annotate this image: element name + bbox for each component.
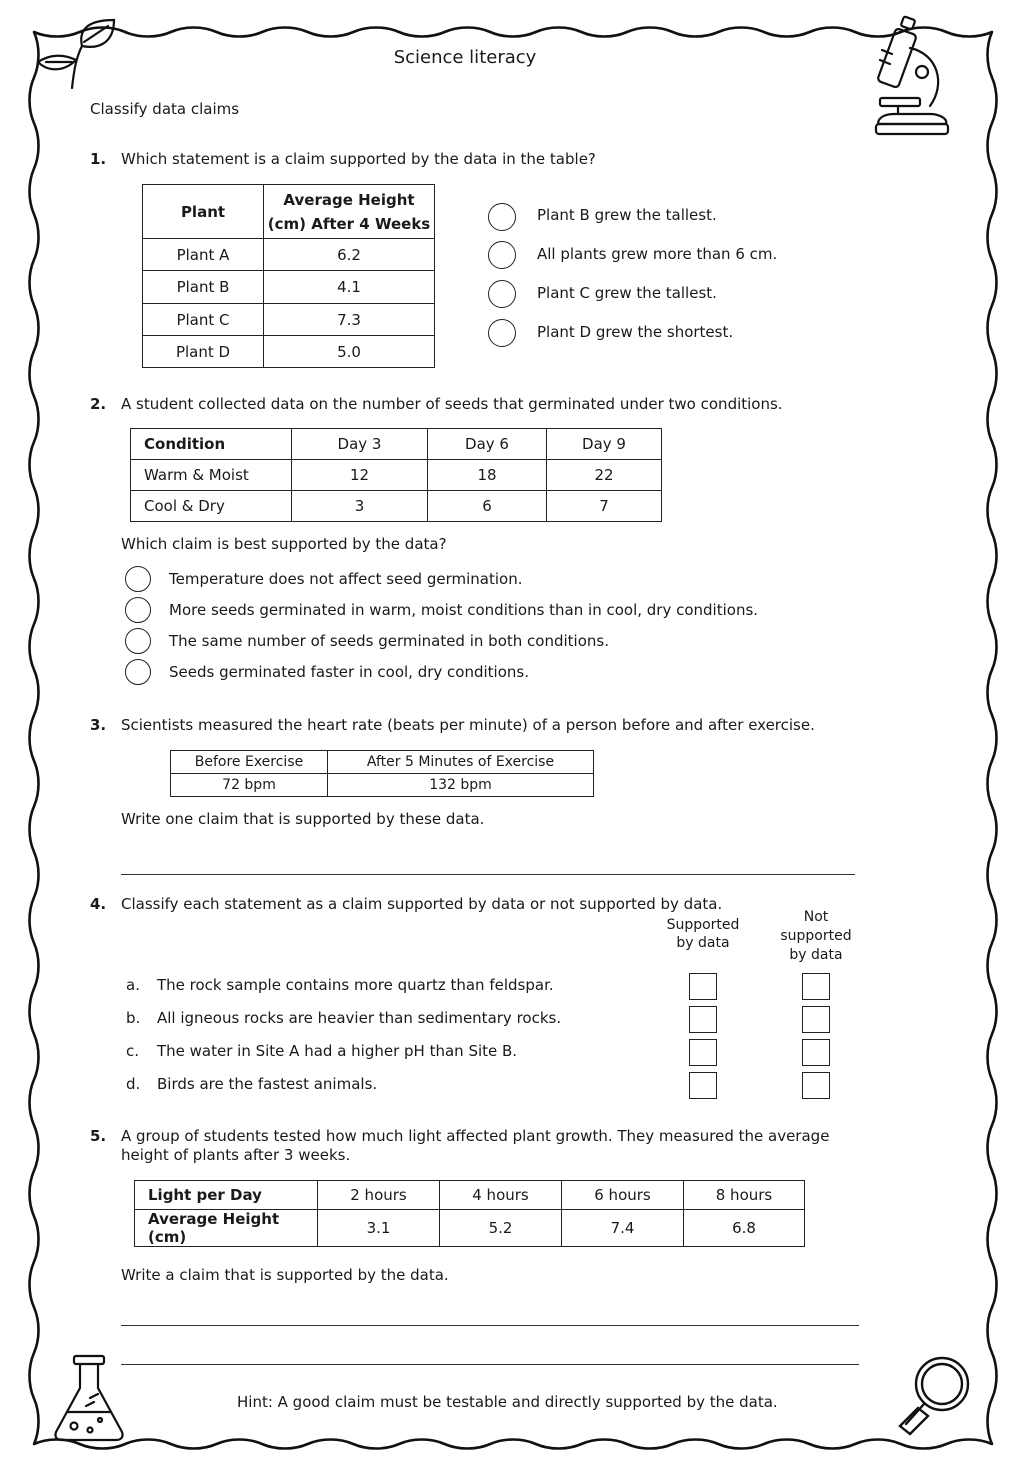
table-row [143, 304, 435, 336]
table-cell: 132 bpm [328, 774, 594, 797]
item-c-supported-checkbox[interactable] [689, 1039, 717, 1066]
table-row [131, 491, 662, 522]
item-letter-d: d. [126, 1075, 141, 1093]
q1-option-c-radio[interactable] [488, 280, 516, 308]
table-cell: 5.2 [440, 1210, 562, 1247]
col2-line-1: Not [803, 909, 829, 925]
table-cell: Warm & Moist [131, 460, 292, 491]
table-row [171, 774, 594, 797]
q3-answer-line[interactable] [121, 874, 855, 875]
q1-option-c-label: Plant C grew the tallest. [537, 284, 717, 302]
table-cell: Plant C [143, 304, 264, 336]
table-header-average-height: Average Height (cm) [135, 1210, 318, 1247]
table-cell: 6 hours [562, 1181, 684, 1210]
item-letter-c: c. [126, 1042, 140, 1060]
q1-option-d-radio[interactable] [488, 319, 516, 347]
item-b-supported-checkbox[interactable] [689, 1006, 717, 1033]
item-d-not-supported-checkbox[interactable] [802, 1072, 830, 1099]
page-title: Science literacy [393, 47, 537, 68]
table-header-before: Before Exercise [171, 751, 328, 774]
question-2-subprompt: Which claim is best supported by the data? [121, 535, 447, 553]
item-letter-a: a. [126, 976, 140, 994]
q1-option-a-radio[interactable] [488, 203, 516, 231]
question-3-prompt: Scientists measured the heart rate (beats per minute) of a person before and after exercise. [121, 716, 815, 734]
q5-answer-line-1[interactable] [121, 1325, 859, 1326]
q5-answer-line-2[interactable] [121, 1364, 859, 1365]
question-4-prompt: Classify each statement as a claim supported by data or not supported by data. [121, 895, 723, 913]
q1-option-a-label: Plant B grew the tallest. [537, 206, 717, 224]
plant-height-table [142, 184, 435, 368]
table-cell: 72 bpm [171, 774, 328, 797]
question-number-5: 5. [90, 1127, 107, 1145]
table-row [131, 429, 662, 460]
table-cell: 7.4 [562, 1210, 684, 1247]
item-b-not-supported-checkbox[interactable] [802, 1006, 830, 1033]
seed-germination-table [130, 428, 662, 522]
item-d-supported-checkbox[interactable] [689, 1072, 717, 1099]
table-header-condition: Condition [131, 429, 292, 460]
item-text-a: The rock sample contains more quartz than feldspar. [157, 976, 554, 994]
q1-option-d-label: Plant D grew the shortest. [537, 323, 734, 341]
question-2-prompt: A student collected data on the number of seeds that germinated under two conditions. [121, 395, 783, 413]
table-header-day3: Day 3 [292, 429, 428, 460]
table-cell: 6.2 [264, 239, 435, 271]
table-cell: 8 hours [684, 1181, 805, 1210]
item-a-not-supported-checkbox[interactable] [802, 973, 830, 1000]
column-header-supported [652, 916, 754, 952]
question-number-1: 1. [90, 150, 107, 168]
table-cell: 3.1 [318, 1210, 440, 1247]
table-cell: 4 hours [440, 1181, 562, 1210]
table-header-light: Light per Day [135, 1181, 318, 1210]
table-cell: Cool & Dry [131, 491, 292, 522]
table-row [143, 239, 435, 271]
q1-option-b-label: All plants grew more than 6 cm. [537, 245, 778, 263]
col2-line-2: supported [780, 928, 852, 944]
question-1-prompt: Which statement is a claim supported by the data in the table? [121, 150, 596, 168]
table-cell: Plant B [143, 271, 264, 304]
item-c-not-supported-checkbox[interactable] [802, 1039, 830, 1066]
item-letter-b: b. [126, 1009, 141, 1027]
table-row [143, 271, 435, 304]
table-cell: 4.1 [264, 271, 435, 304]
table-cell: 12 [292, 460, 428, 491]
question-5-prompt-line-2: height of plants after 3 weeks. [121, 1146, 351, 1164]
table-row [135, 1181, 805, 1210]
q2-option-d-radio[interactable] [125, 659, 151, 685]
table-header-plant: Plant [143, 185, 264, 239]
q2-option-a-label: Temperature does not affect seed germination. [169, 570, 523, 588]
q2-option-c-label: The same number of seeds germinated in both conditions. [169, 632, 609, 650]
question-number-2: 2. [90, 395, 107, 413]
magnifier-icon [896, 1350, 980, 1438]
hint-text: Hint: A good claim must be testable and directly supported by the data. [237, 1393, 778, 1411]
table-cell: 2 hours [318, 1181, 440, 1210]
q2-option-a-radio[interactable] [125, 566, 151, 592]
table-header-day9: Day 9 [547, 429, 662, 460]
q2-option-b-radio[interactable] [125, 597, 151, 623]
table-header-after: After 5 Minutes of Exercise [328, 751, 594, 774]
table-cell: 5.0 [264, 336, 435, 368]
question-5-instruction: Write a claim that is supported by the data. [121, 1266, 449, 1284]
column-header-not-supported [766, 908, 866, 965]
table-row [171, 751, 594, 774]
heart-rate-table [170, 750, 594, 797]
table-cell: Plant A [143, 239, 264, 271]
question-5-prompt-line-1: A group of students tested how much light affected plant growth. They measured the average [121, 1127, 830, 1145]
header-line-2: (cm) After 4 Weeks [267, 214, 431, 233]
item-text-b: All igneous rocks are heavier than sedimentary rocks. [157, 1009, 562, 1027]
table-header-day6: Day 6 [428, 429, 547, 460]
col1-line-2: by data [676, 935, 730, 951]
table-cell: 7 [547, 491, 662, 522]
table-cell: 18 [428, 460, 547, 491]
table-cell: 6 [428, 491, 547, 522]
table-row [131, 460, 662, 491]
q2-option-d-label: Seeds germinated faster in cool, dry conditions. [169, 663, 529, 681]
question-number-3: 3. [90, 716, 107, 734]
flask-icon [50, 1354, 130, 1444]
table-cell: Plant D [143, 336, 264, 368]
header-line-1: Average Height [283, 190, 415, 209]
q2-option-b-label: More seeds germinated in warm, moist conditions than in cool, dry conditions. [169, 601, 759, 619]
microscope-icon [872, 14, 958, 138]
item-a-supported-checkbox[interactable] [689, 973, 717, 1000]
table-cell: 3 [292, 491, 428, 522]
question-number-4: 4. [90, 895, 107, 913]
question-3-instruction: Write one claim that is supported by these data. [121, 810, 485, 828]
table-row [143, 336, 435, 368]
item-text-c: The water in Site A had a higher pH than Site B. [157, 1042, 518, 1060]
table-cell: 7.3 [264, 304, 435, 336]
item-text-d: Birds are the fastest animals. [157, 1075, 378, 1093]
table-header-height [264, 185, 435, 239]
col1-line-1: Supported [666, 917, 740, 933]
table-cell: 6.8 [684, 1210, 805, 1247]
light-growth-table [134, 1180, 805, 1247]
table-row [135, 1210, 805, 1247]
section-subtitle: Classify data claims [90, 100, 240, 118]
table-cell: 22 [547, 460, 662, 491]
q1-option-b-radio[interactable] [488, 241, 516, 269]
col2-line-3: by data [789, 947, 843, 963]
q2-option-c-radio[interactable] [125, 628, 151, 654]
